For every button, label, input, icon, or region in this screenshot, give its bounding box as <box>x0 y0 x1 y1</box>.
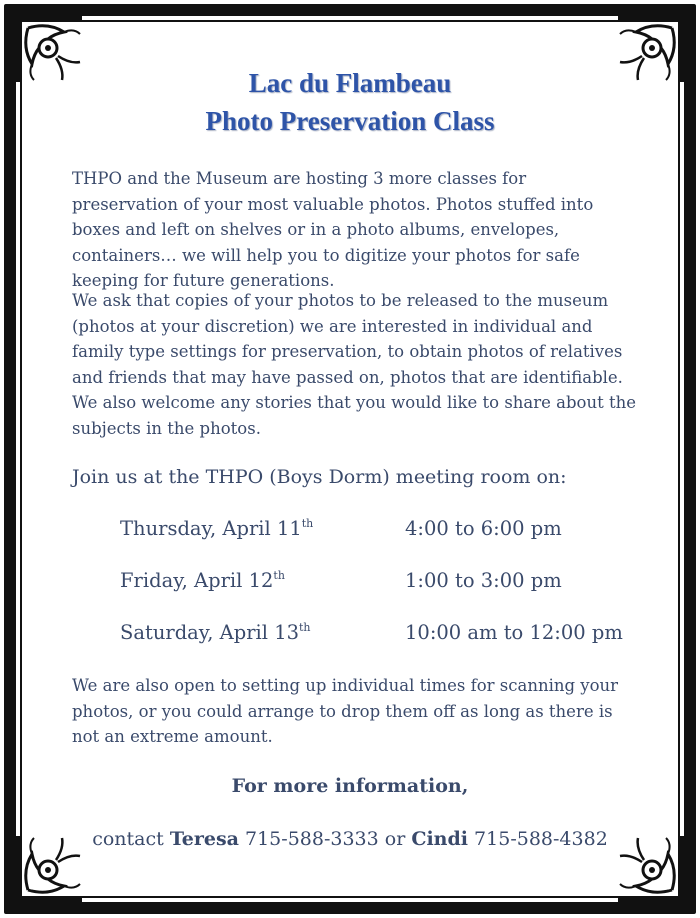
contact-name-teresa: Teresa <box>169 828 239 850</box>
schedule-day: Friday, April 12th <box>120 569 285 592</box>
join-heading: Join us at the THPO (Boys Dorm) meeting room on: <box>72 466 567 488</box>
more-info-heading: For more information, <box>231 775 469 797</box>
schedule-row <box>0 566 700 596</box>
schedule-day: Saturday, April 13th <box>120 621 311 644</box>
schedule-time: 4:00 to 6:00 pm <box>405 517 562 540</box>
intro-paragraph: THPO and the Museum are hosting 3 more classes for preservation of your most valuable photos. Photos stuffed into boxes and left on shelves or in a photo albums, envelopes, containers… we will help you to digitize your photos for safe keeping for future generations. <box>72 169 594 290</box>
contact-line: contact Teresa 715-588-3333 or Cindi 715-588-4382 <box>92 828 608 850</box>
page-title-line-2: Photo Preservation Class <box>205 106 495 136</box>
schedule-time: 1:00 to 3:00 pm <box>405 569 562 592</box>
schedule-row <box>0 514 700 544</box>
individual-times-paragraph: We are also open to setting up individual times for scanning your photos, or you could arrange to drop them off as long as there is not an extreme amount. <box>72 676 619 746</box>
schedule-row <box>0 618 700 648</box>
schedule-day: Thursday, April 11th <box>120 517 314 540</box>
page-title-line-1: Lac du Flambeau <box>248 68 452 98</box>
contact-name-cindi: Cindi <box>411 828 469 850</box>
page-border-inner <box>20 20 680 898</box>
schedule-time: 10:00 am to 12:00 pm <box>405 621 623 644</box>
request-paragraph: We ask that copies of your photos to be released to the museum (photos at your discretion) we are interested in individual and family type settings for preservation, to obtain photos of relatives and friends that may have passed on, photos that are identifiable. We also welcome any stories that you would like to share about the subjects in the photos. <box>72 291 637 438</box>
